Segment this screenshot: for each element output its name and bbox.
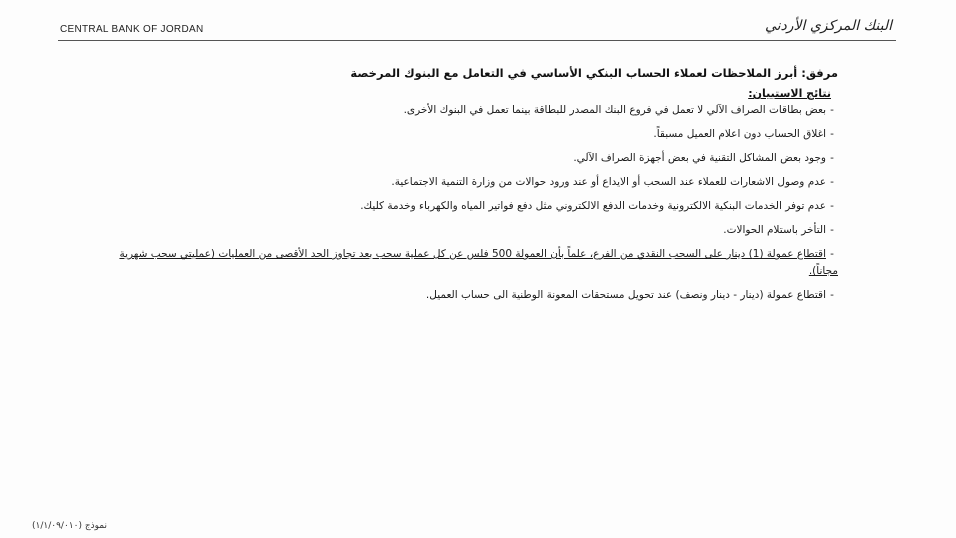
bullet-dash: -	[830, 248, 834, 260]
list-item-text: عدم وصول الاشعارات للعملاء عند السحب أو الايداع أو عند ورود حوالات من وزارة التنمية الاجتماعية.	[391, 176, 826, 188]
bullet-dash: -	[830, 152, 834, 164]
list-item	[118, 287, 838, 304]
findings-list	[118, 102, 838, 311]
list-item	[118, 222, 838, 239]
list-item-text: اقتطاع عمولة (1) دينار على السحب النقدي من الفرع، علماً بأن العمولة 500 فلس عن كل عملية سحب بعد تجاوز الحد الأقصى من العمليات (عمليتي سحب شهرية مجاناً).	[119, 248, 838, 277]
bullet-dash: -	[830, 128, 834, 140]
bullet-dash: -	[830, 176, 834, 188]
bank-name-arabic: البنك المركزي الأردني	[764, 18, 892, 34]
list-item-text: بعض بطاقات الصراف الآلي لا تعمل في فروع البنك المصدر للبطاقة بينما تعمل في البنوك الأخرى.	[403, 104, 826, 116]
list-item	[118, 126, 838, 143]
form-number: نموذج (١/١/٠٩/٠١٠)	[32, 521, 107, 531]
list-item	[118, 246, 838, 280]
results-heading: نتائج الاستبيان:	[748, 87, 831, 100]
list-item-text: وجود بعض المشاكل التقنية في بعض أجهزة الصراف الآلي.	[573, 152, 826, 164]
header-divider	[58, 40, 896, 41]
list-item	[118, 198, 838, 215]
bullet-dash: -	[830, 289, 834, 301]
document-subject: مرفق: أبرز الملاحظات لعملاء الحساب البنكي الأساسي في التعامل مع البنوك المرخصة	[350, 66, 838, 80]
list-item-text: التأخر باستلام الحوالات.	[723, 224, 826, 236]
list-item-text: اقتطاع عمولة (دينار - دينار ونصف) عند تحويل مستحقات المعونة الوطنية الى حساب العميل.	[425, 289, 826, 301]
bullet-dash: -	[830, 104, 834, 116]
list-item	[118, 150, 838, 167]
list-item-text: اغلاق الحساب دون اعلام العميل مسبقاً.	[653, 128, 826, 140]
bullet-dash: -	[830, 200, 834, 212]
list-item-text: عدم توفر الخدمات البنكية الالكترونية وخدمات الدفع الالكتروني مثل دفع فواتير المياه والكهرباء وخدمة كليك.	[360, 200, 826, 212]
list-item	[118, 102, 838, 119]
bank-name-english: CENTRAL BANK OF JORDAN	[60, 24, 204, 35]
list-item	[118, 174, 838, 191]
bullet-dash: -	[830, 224, 834, 236]
